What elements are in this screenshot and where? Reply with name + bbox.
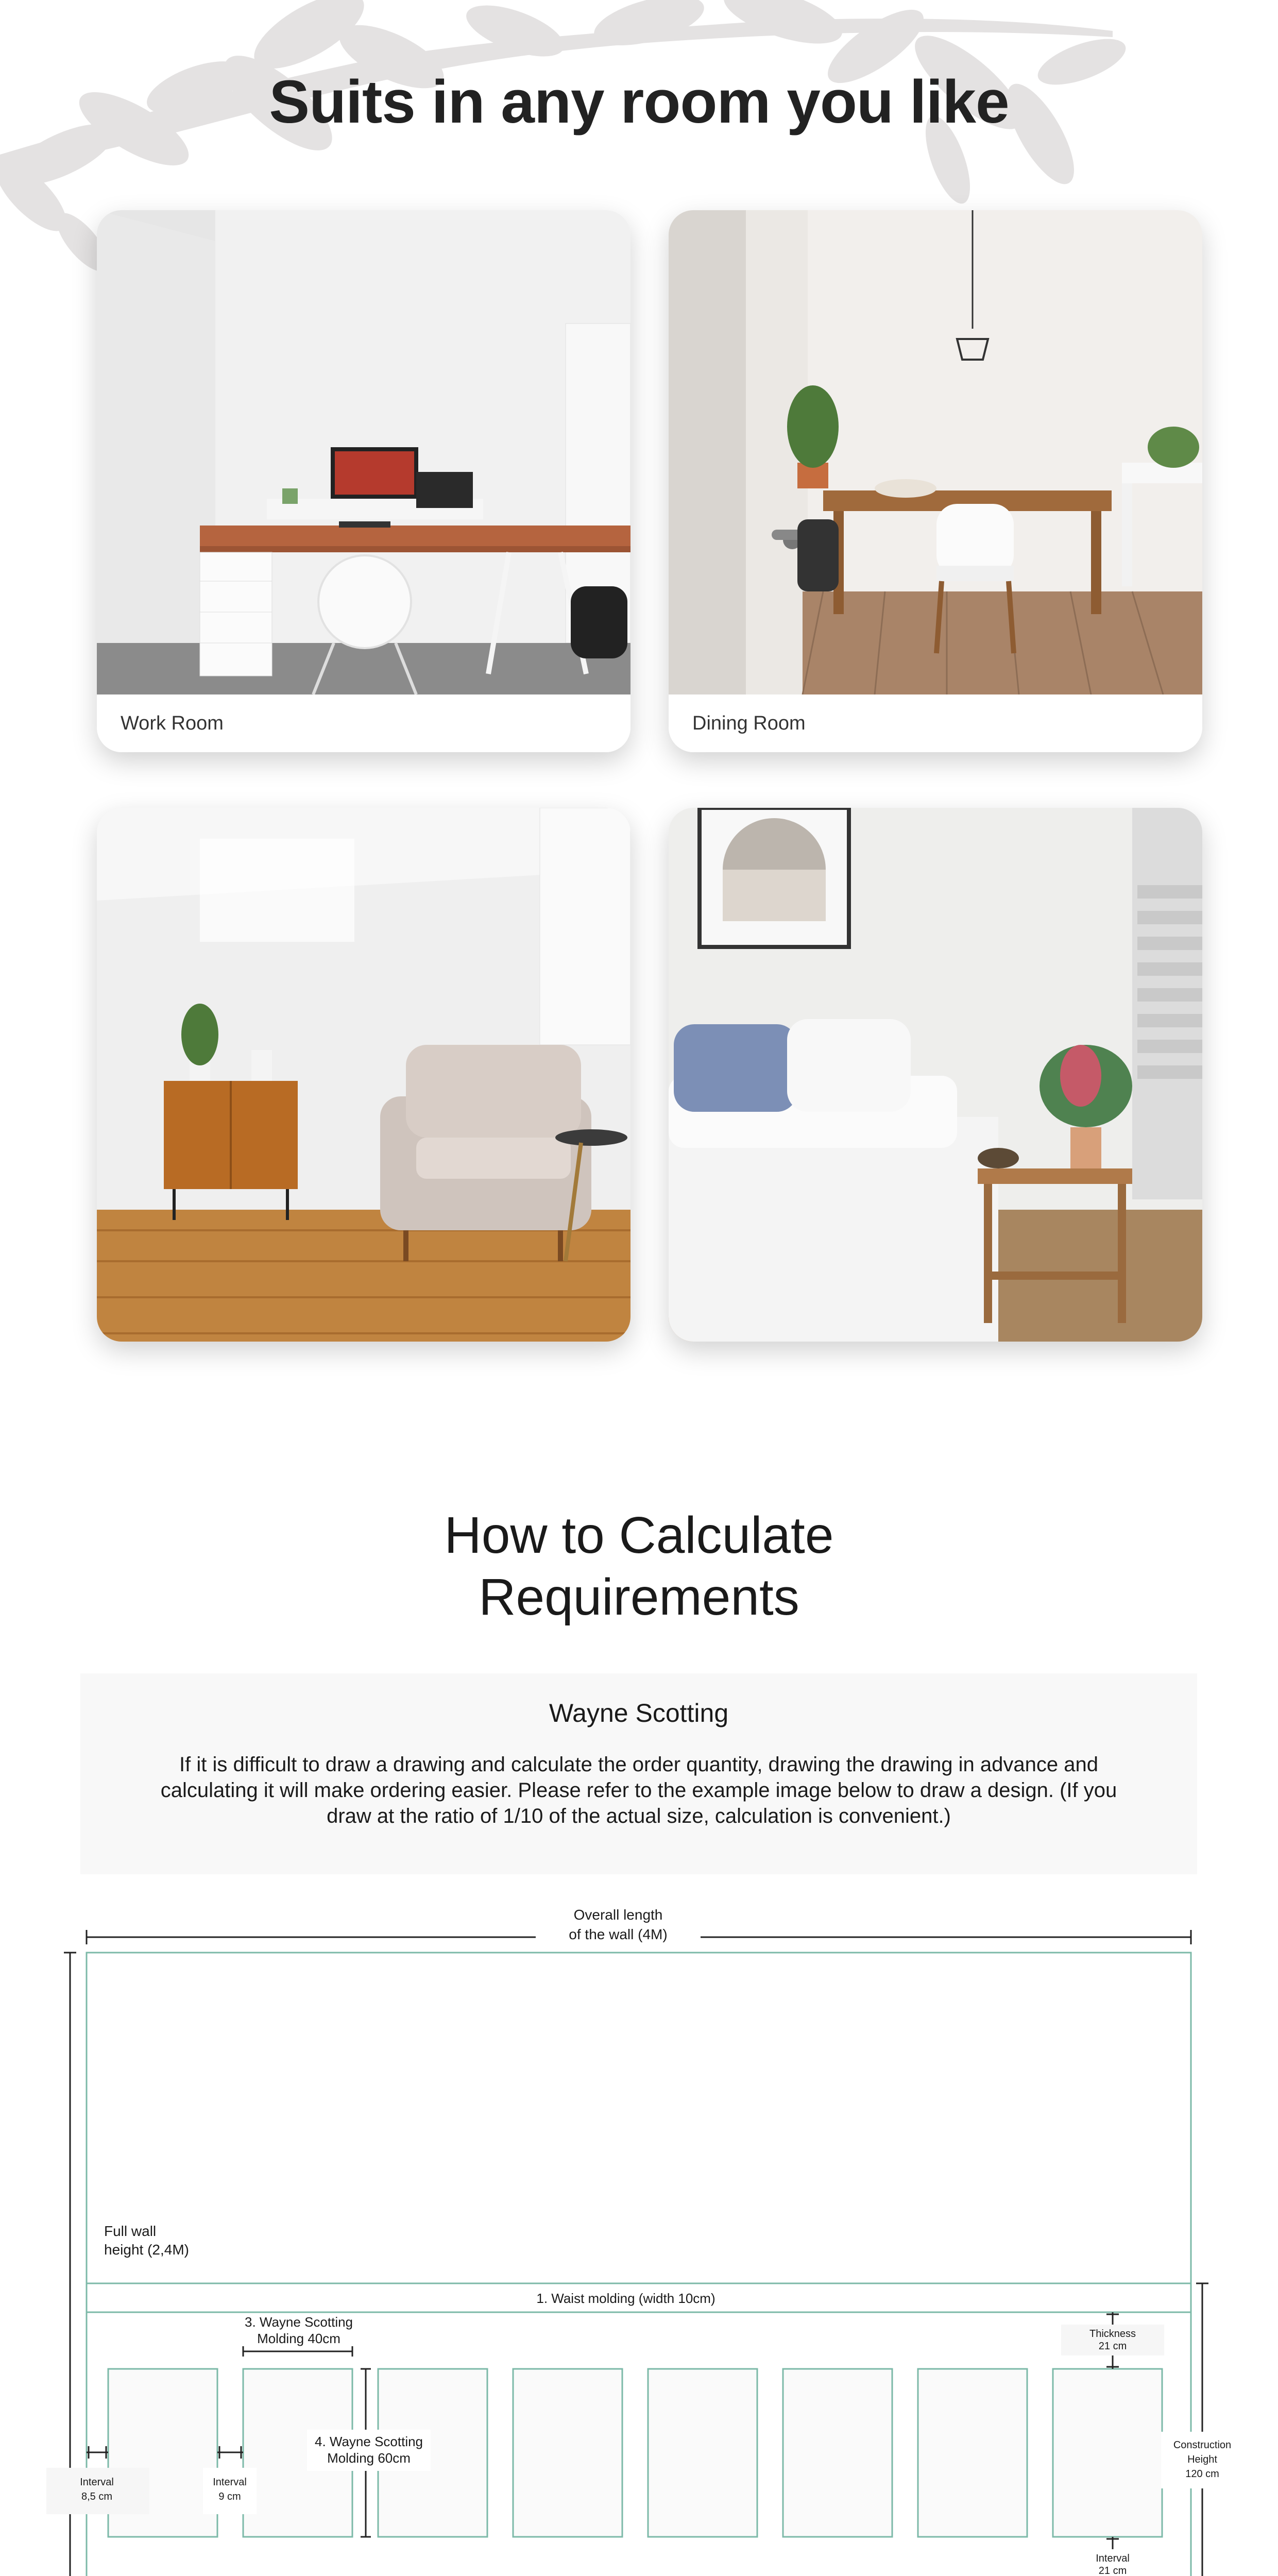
panel (513, 2369, 622, 2537)
thickness-label-2: 21 cm (1098, 2341, 1127, 2352)
overall-length-label-2: of the wall (4M) (569, 1926, 668, 1942)
calculate-title-line1: How to Calculate (444, 1506, 834, 1564)
room-card-living-room[interactable] (97, 808, 631, 1342)
overall-length-label-1: Overall length (573, 1907, 663, 1923)
wainscot-panels (108, 2369, 1162, 2537)
interval-21-label-2: 21 cm (1098, 2565, 1127, 2576)
interval-21-dimension (1082, 2537, 1144, 2576)
room-card-work-room[interactable] (97, 210, 631, 752)
construction-height-dimension (1161, 2283, 1243, 2576)
scotting-60-label-2: Molding 60cm (327, 2450, 411, 2466)
thickness-label-1: Thickness (1089, 2328, 1136, 2340)
dining-room-photo (669, 210, 1202, 694)
molding-wall-diagram (0, 1896, 1278, 2576)
interval-9-label-1: Interval (213, 2477, 247, 2488)
living-room-photo (97, 808, 631, 1342)
calculate-title (0, 1504, 1278, 1628)
scotting-40-label-1: 3. Wayne Scotting (244, 2314, 353, 2330)
full-wall-label-2: height (2,4M) (104, 2242, 189, 2258)
room-card-dining-room[interactable] (669, 210, 1202, 752)
panel (918, 2369, 1027, 2537)
room-label: Work Room (97, 694, 631, 752)
wayne-scotting-info-box (80, 1673, 1197, 1874)
thickness-dimension (1061, 2312, 1164, 2369)
interval-85-label-1: Interval (80, 2477, 114, 2488)
interval-21-label-1: Interval (1096, 2553, 1130, 2564)
full-wall-label-1: Full wall (104, 2223, 157, 2239)
panel (783, 2369, 892, 2537)
waist-molding (87, 2283, 1191, 2312)
construction-label-2: Height (1187, 2454, 1217, 2465)
waist-molding-label: 1. Waist molding (width 10cm) (536, 2291, 715, 2306)
panel (648, 2369, 757, 2537)
room-label: Dining Room (669, 694, 1202, 752)
info-box-title: Wayne Scotting (549, 1699, 729, 1727)
room-card-bedroom[interactable] (669, 808, 1202, 1342)
overall-length-dimension (87, 1907, 1191, 1944)
scotting-40-dimension (243, 2314, 353, 2357)
hero-title: Suits in any room you like (269, 68, 1009, 136)
construction-label-3: 120 cm (1185, 2468, 1219, 2480)
interval-9-label-2: 9 cm (218, 2491, 241, 2502)
info-box-text: If it is difficult to draw a drawing and calculate the order quantity, drawing the drawing in advance and calculating it will make ordering easier. Please refer to the example image below to draw a design. (If you draw at the ratio of 1/10 of the actual size, calculation is convenient.) (160, 1753, 1117, 1827)
scotting-60-label-1: 4. Wayne Scotting (314, 2434, 423, 2449)
panel (1053, 2369, 1162, 2537)
construction-label-1: Construction (1173, 2439, 1232, 2451)
work-room-photo (97, 210, 631, 694)
calculate-title-line2: Requirements (479, 1568, 799, 1626)
scotting-40-label-2: Molding 40cm (257, 2331, 340, 2346)
bedroom-photo (669, 808, 1202, 1342)
interval-85-label-2: 8,5 cm (81, 2491, 113, 2502)
